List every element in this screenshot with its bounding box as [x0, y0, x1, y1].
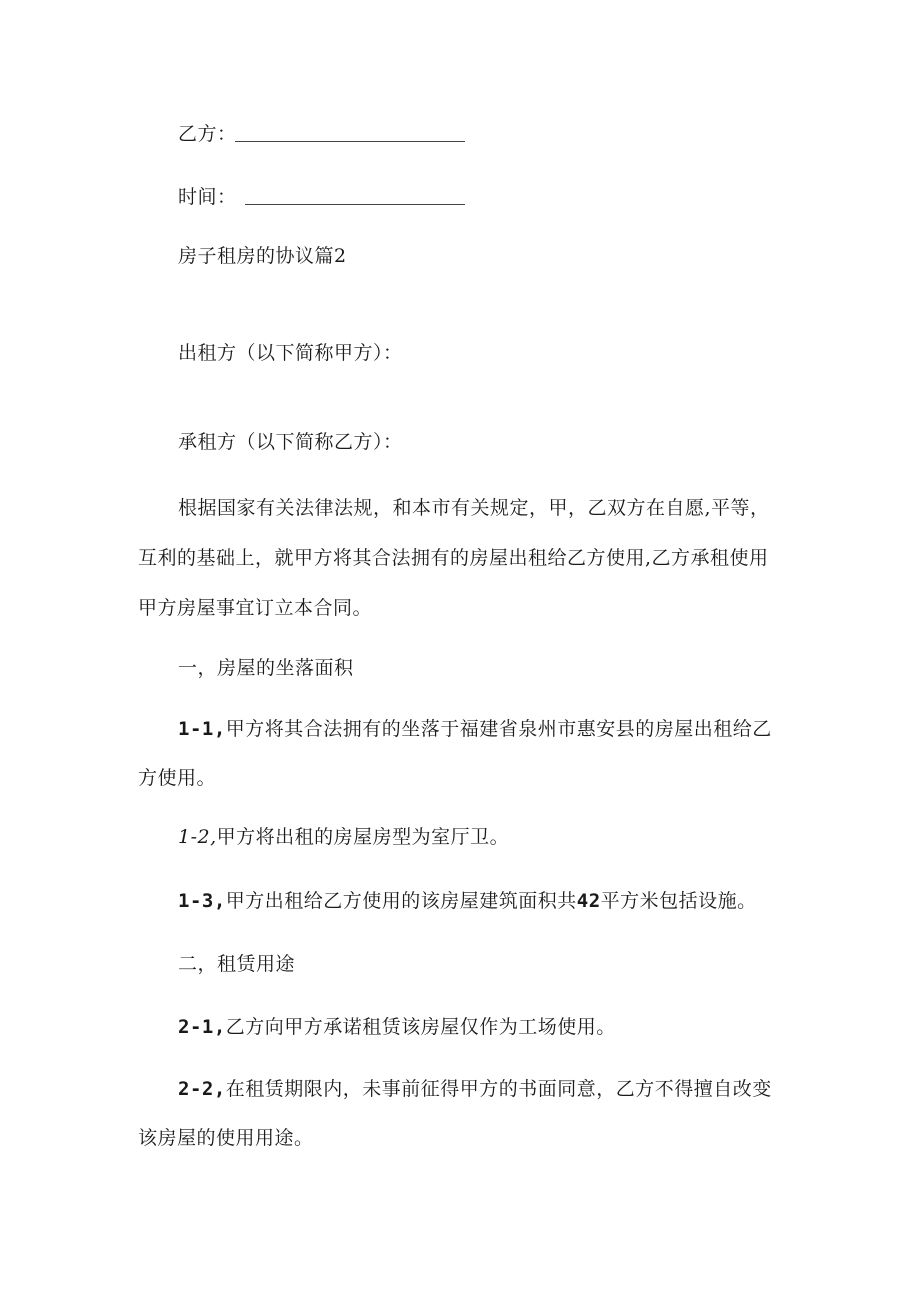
clause-1-3: [178, 889, 757, 913]
clause-2-1-text: 乙方向甲方承诺租赁该房屋仅作为工场使用。: [225, 1016, 616, 1038]
clause-2-2-continuation: 该房屋的使用用途。: [138, 1127, 314, 1149]
clause-1-3-text-a: 甲方出租给乙方使用的该房屋建筑面积共: [225, 890, 577, 912]
section-title: 房子租房的协议篇2: [178, 245, 347, 267]
clause-2-1-number: 2-1,: [178, 1016, 226, 1038]
clause-1-2-text: 甲方将出租的房屋房型为室厅卫。: [216, 826, 510, 848]
party-b-signature-label: 乙方：: [178, 123, 237, 145]
clause-1-2: [178, 825, 509, 849]
preamble-line-2: 互利的基础上，就甲方将其合法拥有的房屋出租给乙方使用,乙方承租使用: [138, 547, 769, 569]
article-2-heading: 二，租赁用途: [178, 953, 296, 975]
preamble-line-1: 根据国家有关法律法规，和本市有关规定，甲，乙双方在自愿,平等，: [178, 497, 770, 519]
clause-1-1-continuation: 方使用。: [138, 767, 217, 789]
clause-1-1-number: 1-1,: [178, 718, 226, 740]
article-1-heading: 一，房屋的坐落面积: [178, 657, 354, 679]
clause-1-2-number: 1-2,: [178, 826, 217, 848]
clause-1-3-number: 1-3,: [178, 890, 226, 912]
clause-2-1: [178, 1015, 616, 1039]
clause-1-3-area: 42: [576, 890, 601, 912]
party-b-signature-blank: [235, 141, 465, 142]
clause-1-1: [178, 717, 772, 741]
clause-2-2-text: 在租赁期限内，未事前征得甲方的书面同意，乙方不得擅自改变: [225, 1078, 772, 1100]
lessor-label: 出租方（以下简称甲方）：: [178, 342, 403, 364]
clause-2-2: [178, 1077, 772, 1101]
clause-2-2-number: 2-2,: [178, 1078, 226, 1100]
preamble-line-3: 甲方房屋事宜订立本合同。: [138, 597, 373, 619]
time-label: 时间：: [178, 186, 237, 208]
clause-1-1-text: 甲方将其合法拥有的坐落于福建省泉州市惠安县的房屋出租给乙: [225, 718, 772, 740]
clause-1-3-text-b: 平方米包括设施。: [600, 890, 757, 912]
time-blank: [245, 204, 465, 205]
lessee-label: 承租方（以下简称乙方）：: [178, 431, 403, 453]
